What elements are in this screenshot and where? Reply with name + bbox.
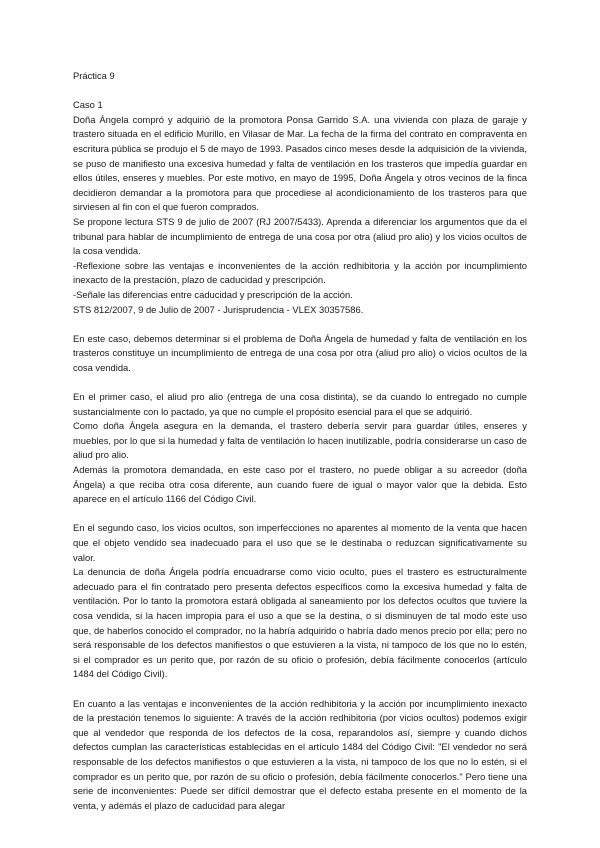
intro-block bbox=[73, 332, 527, 376]
case-statement-block bbox=[73, 113, 527, 317]
aliud-definition: En el primer caso, el aliud pro alio (entrega de una cosa distinta), se da cuando lo entregado no cumple sustancialmente con lo pactado, ya que no cumple el propósito esencial para el que se adquirió. bbox=[73, 391, 527, 417]
aliud-application: Como doña Ángela asegura en la demanda, el trastero debería servir para guardar útiles, enseres y muebles, por lo que si la humedad y falta de ventilación lo hacen inutilizable, podría considerarse un caso de aliud pro alio. bbox=[73, 420, 527, 461]
hidden-defects-definition: En el segundo caso, los vicios ocultos, son imperfecciones no aparentes al momento de la venta que hacen que el objeto vendido sea inadecuado para el uso que se le destinaba o reduzcan significativamente su valor. bbox=[73, 522, 527, 563]
case-label: Caso 1 bbox=[73, 99, 103, 111]
aliud-pro-alio-block bbox=[73, 390, 527, 507]
reading-proposal: Se propone lectura STS 9 de julio de 2007 (RJ 2007/5433). Aprenda a diferenciar los argumentos que da el tribunal para hablar de incumplimiento de entrega de una cosa por otra (aliud pro alio) y los vicios ocultos de la cosa vendida. bbox=[73, 215, 527, 257]
document-page bbox=[73, 69, 527, 828]
actions-comparison-block bbox=[73, 697, 527, 814]
hidden-defects-application: La denuncia de doña Ángela podría encuadrarse como vicio oculto, pues el trastero es estructuralmente adecuado para el fin contratado pero presenta defectos específicos como la excesiva humedad y falta de ventilación. Por lo tanto la promotora estará obligada al saneamiento por los defectos ocultos que tuviere la cosa vendida, si la hacen impropia para el uso a que se la destina, o si disminuyen de tal modo este uso que, de haberlos conocido el comprador, no la habría adquirido o habría dado menos precio por ella; pero no será responsable de los defectos manifiestos o que estuvieren a la vista, ni tampoco de los que no lo estén, si el comprador es un perito que, por razón de su oficio o profesión, debía fácilmente conocerlos (artículo 1484 del Código Civil). bbox=[73, 566, 527, 680]
jurisprudence-reference: STS 812/2007, 9 de Julio de 2007 - Jurisprudencia - VLEX 30357586. bbox=[73, 303, 364, 315]
practice-title: Práctica 9 bbox=[73, 70, 115, 81]
actions-comparison-paragraph: En cuanto a las ventajas e inconvenientes de la acción redhibitoria y la acción por incumplimiento inexacto de la prestación tenemos lo siguiente: A través de la acción redhibitoria (por vicios ocultos) podemos exigir que al vendedor que responda de los defectos de la cosa, reparandolos así, siempre y cuando dichos defectos cumplan las características establecidas en el artículo 1484 del Código Civil: "El vendedor no será responsable de los defectos manifiestos o que estuvieren a la vista, ni tampoco de los que no lo estén, si el comprador es un perito que, por razón de su oficio o profesión, debía fácilmente conocerlos." Pero tiene una serie de inconvenientes: Puede ser difícil demostrar que el defecto estaba presente en el momento de la venta, y además el plazo de caducidad para alegar bbox=[73, 697, 527, 811]
intro-paragraph: En este caso, debemos determinar si el problema de Doña Ángela de humedad y falta de ventilación en los trasteros constituye un incumplimiento de entrega de una cosa por otra (aliud pro alio) o vicios ocultos de la cosa vendida. bbox=[73, 332, 527, 373]
aliud-article-1166: Además la promotora demandada, en este caso por el trastero, no puede obligar a su acreedor (doña Ángela) a que reciba otra cosa diferente, aun cuando fuere de igual o mayor valor que la debida. Esto aparece en el artículo 1166 del Código Civil. bbox=[73, 464, 527, 505]
question-reflect: -Reflexione sobre las ventajas e inconvenientes de la acción redhibitoria y la acción por incumplimiento inexacto de la prestación, plazo de caducidad y prescripción. bbox=[73, 259, 527, 286]
question-differences: -Señale las diferencias entre caducidad y prescripción de la acción. bbox=[73, 288, 353, 300]
case-description: Doña Ángela compró y adquirió de la promotora Ponsa Garrido S.A. una vivienda con plaza de garaje y trastero situada en el edificio Murillo, en Vilasar de Mar. La fecha de la firma del contrato en compraventa en escritura pública se produjo el 5 de mayo de 1993. Pasados cinco meses desde la adquisición de la vivienda, se puso de manifiesto una excesiva humedad y falta de ventilación en los trasteros que impedía guardar en ellos útiles, enseres y muebles. Por este motivo, en mayo de 1995, Doña Ángela y otros vecinos de la finca decidieron demandar a la promotora para que procediese al acondicionamiento de los trasteros para que sirviesen al fin con el que fueron comprados. bbox=[73, 113, 527, 213]
hidden-defects-block bbox=[73, 521, 527, 682]
